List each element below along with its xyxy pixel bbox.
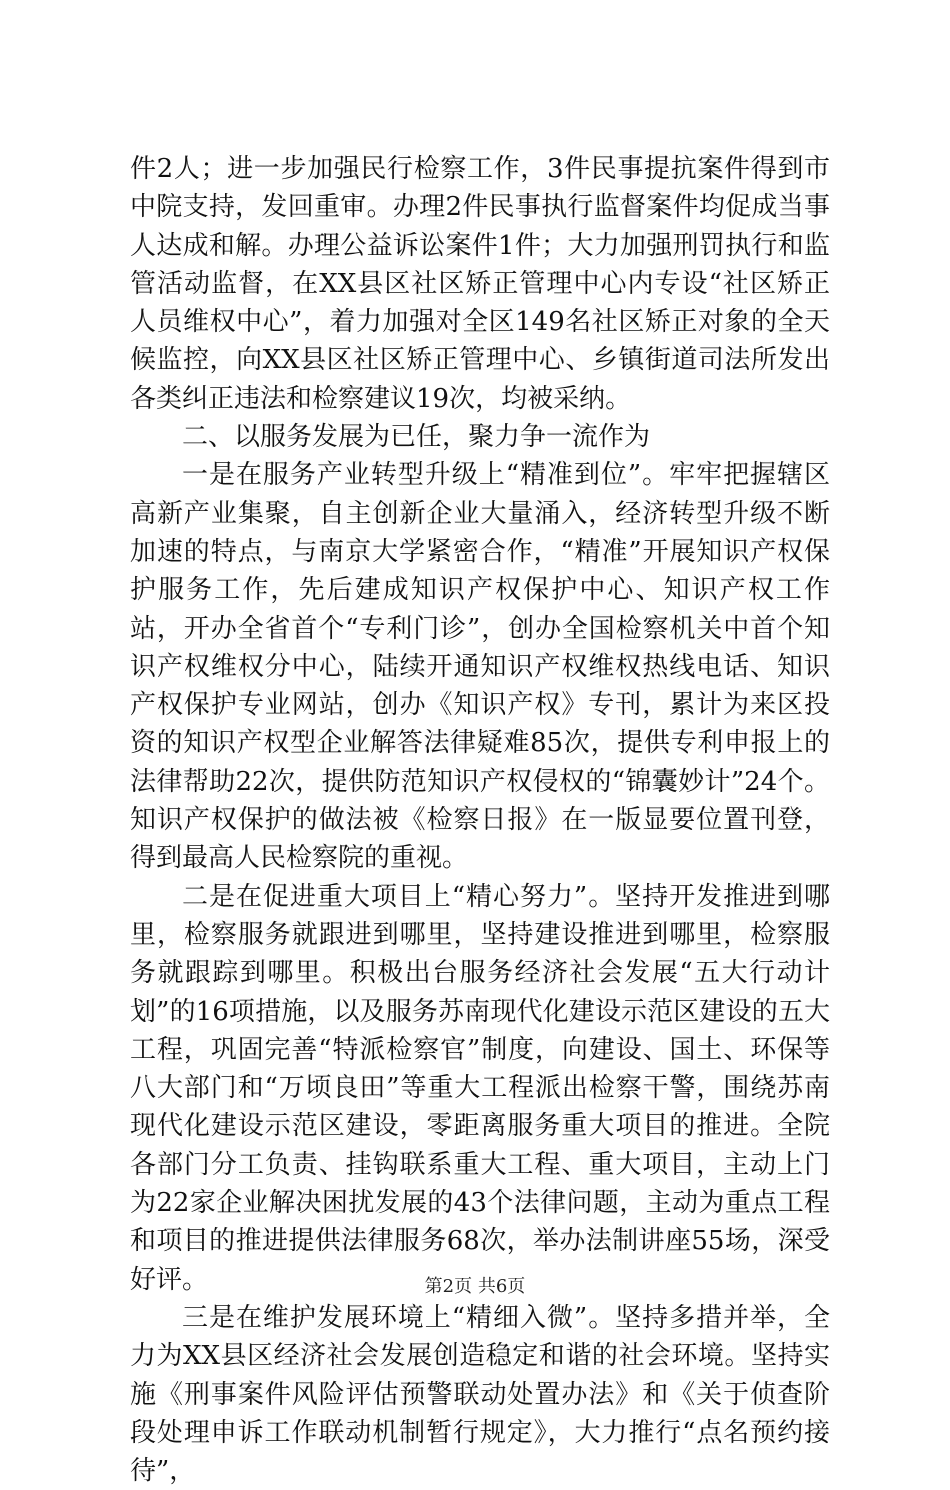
paragraph-continued: 件2人；进一步加强民行检察工作，3件民事提抗案件得到市中院支持，发回重审。办理2件民事执行监督案件均促成当事人达成和解。办理公益诉讼案件1件；大力加强刑罚执行和监管活动监督，在XX县区社区矫正管理中心内专设“社区矫正人员维权中心”，着力加强对全区149名社区矫正对象的全天候监控，向XX县区社区矫正管理中心、乡镇街道司法所发出各类纠正违法和检察建议19次，均被采纳。 bbox=[130, 154, 830, 414]
page-footer: 第2页 共6页 bbox=[424, 1276, 526, 1297]
paragraph-industry-upgrade: 一是在服务产业转型升级上“精准到位”。牢牢把握辖区高新产业集聚，自主创新企业大量涌入，经济转型升级不断加速的特点，与南京大学紧密合作，“精准”开展知识产权保护服务工作，先后建成知识产权保护中心、知识产权工作站，开办全省首个“专利门诊”，创办全国检察机关中首个知识产权维权分中心，陆续开通知识产权维权热线电话、知识产权保护专业网站，创办《知识产权》专刊，累计为来区投资的知识产权型企业解答法律疑难85次，提供专利申报上的法律帮助22次，提供防范知识产权侵权的“锦囊妙计”24个。知识产权保护的做法被《检察日报》在一版显要位置刊登，得到最高人民检察院的重视。 bbox=[130, 460, 830, 874]
paragraph-development-environment: 三是在维护发展环境上“精细入微”。坚持多措并举，全力为XX县区经济社会发展创造稳定和谐的社会环境。坚持实施《刑事案件风险评估预警联动处置办法》和《关于侦查阶段处理申诉工作联动机制暂行规定》，大力推行“点名预约接待”， bbox=[130, 1302, 830, 1487]
paragraph-major-projects: 二是在促进重大项目上“精心努力”。坚持开发推进到哪里，检察服务就跟进到哪里，坚持建设推进到哪里，检察服务就跟踪到哪里。积极出台服务经济社会发展“五大行动计划”的16项措施，以及服务苏南现代化建设示范区建设的五大工程，巩固完善“特派检察官”制度，向建设、国土、环保等八大部门和“万顷良田”等重大工程派出检察干警，围绕苏南现代化建设示范区建设，零距离服务重大项目的推进。全院各部门分工负责、挂钩联系重大工程、重大项目，主动上门为22家企业解决困扰发展的43个法律问题，主动为重点工程和项目的推进提供法律服务68次，举办法制讲座55场，深受好评。 bbox=[130, 881, 830, 1295]
section-heading: 二、以服务发展为已任，聚力争一流作为 bbox=[182, 422, 651, 453]
